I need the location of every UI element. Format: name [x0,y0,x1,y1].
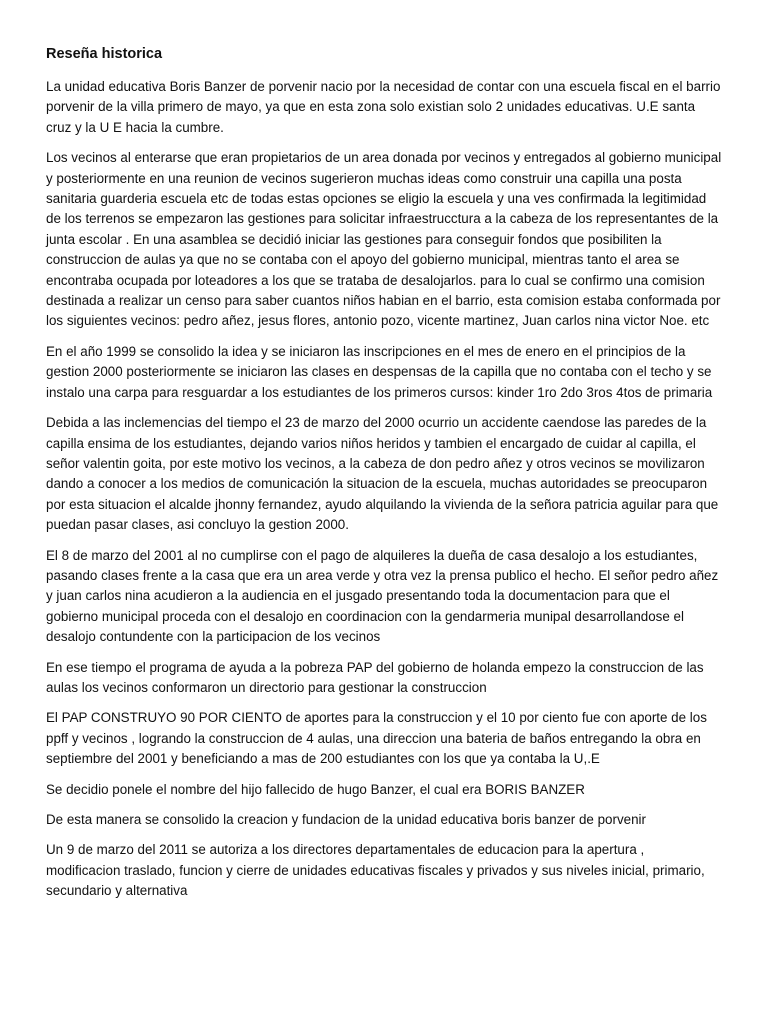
paragraph-7: El PAP CONSTRUYO 90 POR CIENTO de aportes para la construccion y el 10 por ciento fue con aporte de los ppff y vecinos , logrando la construccion de 4 aulas, una direccion una bateria de baños entregando la obra en septiembre del 2001 y beneficiando a mas de 200 estudiantes con los que ya contaba la U,.E [46,710,707,767]
paragraph-1: La unidad educativa Boris Banzer de porvenir nacio por la necesidad de contar con una escuela fiscal en el barrio porvenir de la villa primero de mayo, ya que en esta zona solo existian solo 2 unidades educativas. U.E santa cruz y la U E hacia la cumbre. [46,79,721,135]
paragraph-3: En el año 1999 se consolido la idea y se iniciaron las inscripciones en el mes de enero en el principios de la gestion 2000 posteriormente se iniciaron las clases en despensas de la capilla que no contaba con el techo y se instalo una carpa para resguardar a los estudiantes de los primeros cursos: kinder 1ro 2do 3ros 4tos de primaria [46,343,713,400]
document-title: Reseña historica [46,46,163,62]
paragraph-6: En ese tiempo el programa de ayuda a la pobreza PAP del gobierno de holanda empezo la construccion de las aulas los vecinos conformaron un directorio para gestionar la construccion [46,659,704,695]
paragraph-4: Debida a las inclemencias del tiempo el 23 de marzo del 2000 ocurrio un accidente caendose las paredes de la capilla ensima de los estudiantes, dejando varios niños heridos y tambien el encargado de cuidar al capilla, el señor valentin goita, por este motivo los vecinos, a la cabeza de don pedro añez y otros vecinos se movilizaron dando a conocer a los medios de comunicación la situacion de la escuela, muchas autoridades se preocuparon por esta situacion el alcalde jhonny fernandez, ayudo alquilando la vivienda de la señora patricia aguilar para que puedan pasar clases, asi concluyo la gestion 2000. [46,415,719,533]
paragraph-9: De esta manera se consolido la creacion y fundacion de la unidad educativa boris banzer de porvenir [46,812,646,827]
paragraph-8: Se decidio ponele el nombre del hijo fallecido de hugo Banzer, el cual era BORIS BANZER [46,781,585,797]
paragraph-10: Un 9 de marzo del 2011 se autoriza a los directores departamentales de educacion para la apertura , modificacion traslado, funcion y cierre de unidades educativas fiscales y privados y sus niveles inicial, primario, secundario y alternativa [46,842,705,899]
paragraph-2: Los vecinos al enterarse que eran propietarios de un area donada por vecinos y entregados al gobierno municipal y posteriormente en una reunion de vecinos sugerieron muchas ideas como construir una capilla una posta sanitaria guarderia escuela etc de todas estas opciones se eligio la escuela y una ves confirmada la legitimidad de los terrenos se empezaron las gestiones para solicitar infraestrucctura a la cabeza de los representantes de la junta escolar . En una asamblea se decidió iniciar las gestiones para conseguir fondos que posibiliten la construccion de aulas ya que no se contaba con el apoyo del gobierno municipal, mientras tanto el area se encontraba ocupada por loteadores a los que se trataba de desalojarlos. para lo cual se confirmo una comision destinada a realizar un censo para saber cuantos niños habian en el barrio, esta comision estaba conformada por los siguientes vecinos: pedro añez, jesus flores, antonio pozo, vicente martinez, Juan carlos nina victor Noe. etc [46,150,722,329]
paragraph-5: El 8 de marzo del 2001 al no cumplirse con el pago de alquileres la dueña de casa desalojo a los estudiantes, pasando clases frente a la casa que era un area verde y otra vez la prensa publico el hecho. El señor pedro añez y juan carlos nina acudieron a la audiencia en el jusgado presentando toda la documentacion para que el gobierno municipal proceda con el desalojo en coordinacion con la gendarmeria munipal desarrollandose el desalojo contundente con la participacion de los vecinos [46,547,719,645]
